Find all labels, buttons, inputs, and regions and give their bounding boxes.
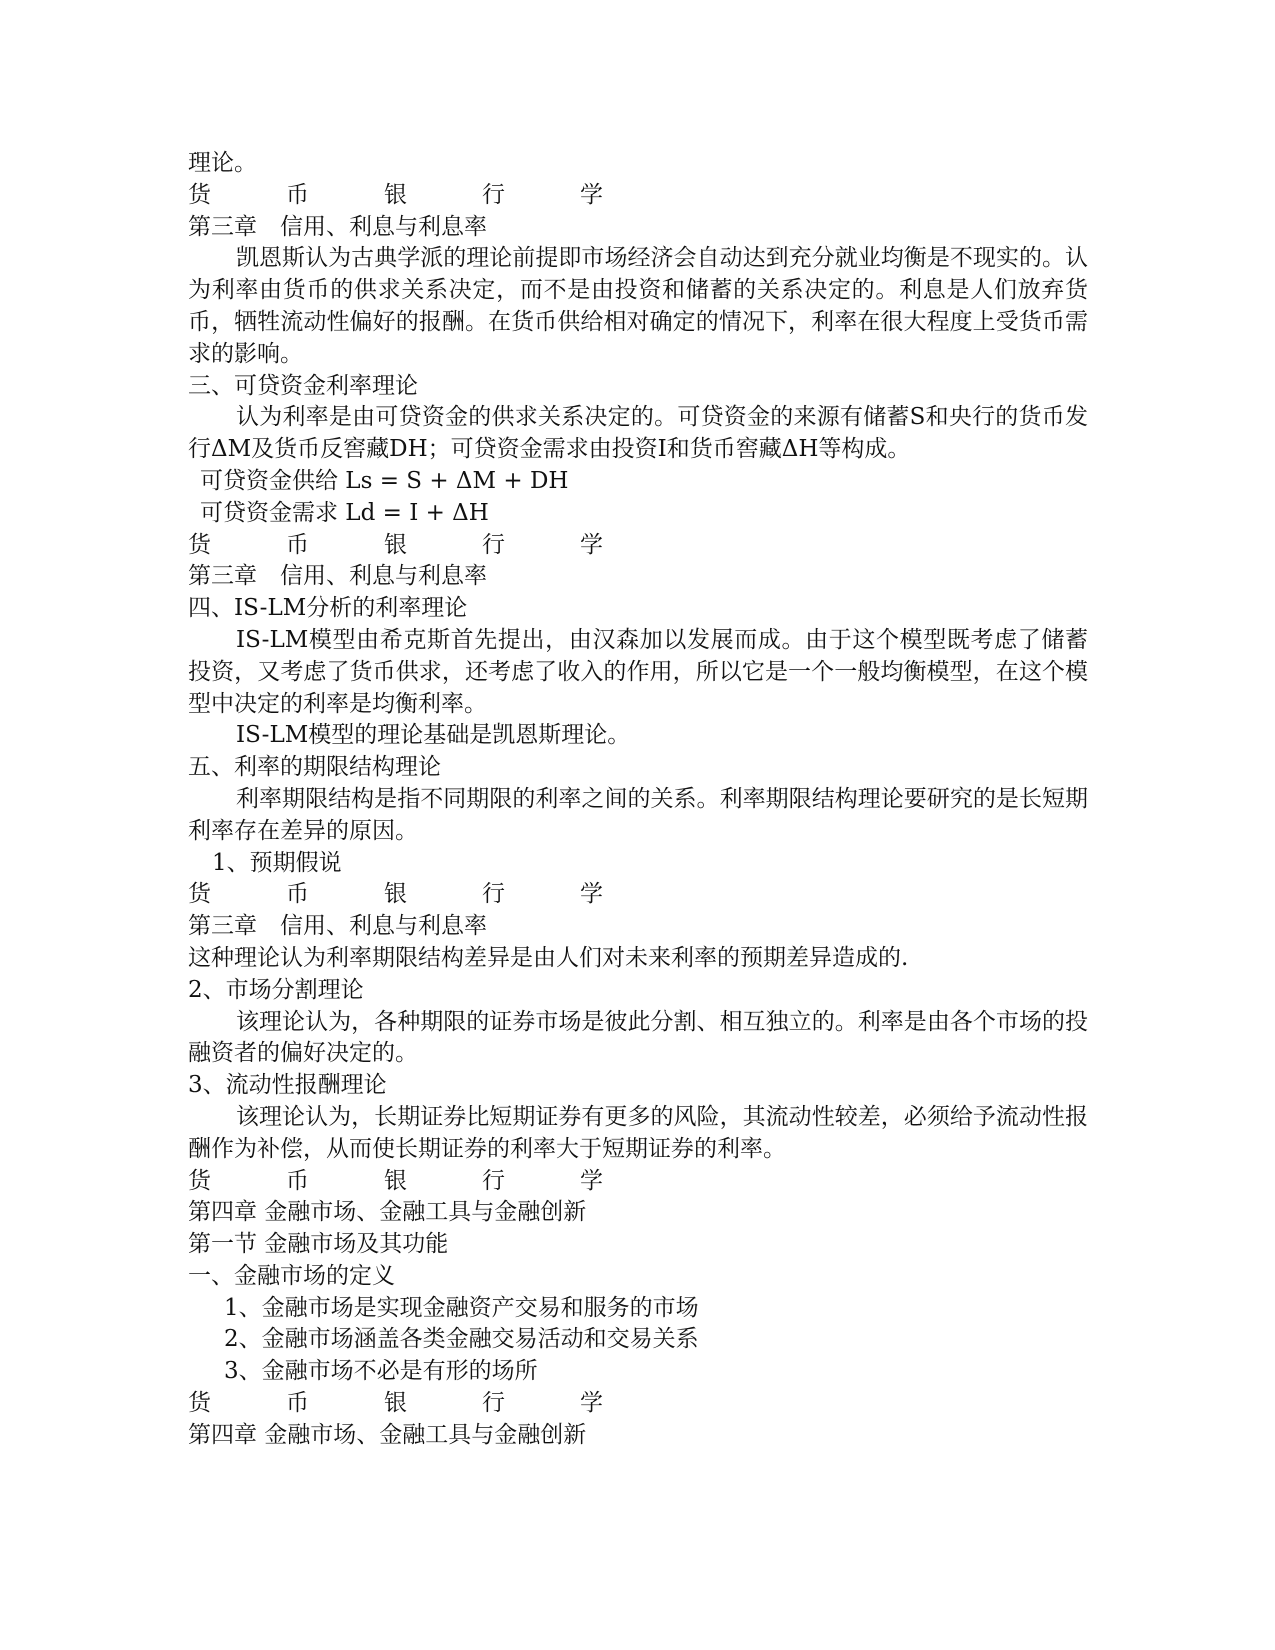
section-heading: 三、可贷资金利率理论 [188, 372, 418, 399]
list-item: 2、金融市场涵盖各类金融交易活动和交易关系 [224, 1326, 699, 1353]
equation-demand: 可贷资金需求 Ld = I + ΔH [200, 499, 489, 526]
text-line: 理论。 [188, 150, 257, 176]
subsection-heading: 3、流动性报酬理论 [188, 1072, 387, 1099]
list-item: 3、金融市场不必是有形的场所 [224, 1358, 538, 1385]
chapter-title: 第三章 信用、利息与利息率 [188, 213, 487, 240]
paragraph: 凯恩斯认为古典学派的理论前提即市场经济会自动达到充分就业均衡是不现实的。认为利率由货币的供求关系决定，而不是由投资和储蓄的关系决定的。利息是人们放弃货币，牺牲流动性偏好的报酬。在货币供给相对确定的情况下，利率在很大程度上受货币需求的影响。 [188, 245, 1088, 367]
text-line: 这种理论认为利率期限结构差异是由人们对未来利率的预期差异造成的. [188, 944, 909, 971]
paragraph: 该理论认为，长期证券比短期证券有更多的风险，其流动性较差，必须给予流动性报酬作为补偿，从而使长期证券的利率大于短期证券的利率。 [188, 1103, 1088, 1162]
paragraph: 利率期限结构是指不同期限的利率之间的关系。利率期限结构理论要研究的是长短期利率存在差异的原因。 [188, 785, 1088, 844]
section-heading: 四、IS-LM分析的利率理论 [188, 595, 468, 622]
chapter-title: 第四章 金融市场、金融工具与金融创新 [188, 1421, 587, 1448]
subsection-heading: 1、预期假说 [212, 849, 342, 876]
chapter-title: 第三章 信用、利息与利息率 [188, 913, 487, 940]
course-header: 货 币 银 行 学 [188, 181, 603, 208]
course-header: 货 币 银 行 学 [188, 531, 603, 558]
equation-supply: 可贷资金供给 Ls = S + ΔM + DH [200, 467, 569, 494]
course-header: 货 币 银 行 学 [188, 1390, 603, 1417]
list-item: 1、金融市场是实现金融资产交易和服务的市场 [224, 1294, 699, 1321]
course-header: 货 币 银 行 学 [188, 1167, 603, 1194]
paragraph: IS-LM模型由希克斯首先提出，由汉森加以发展而成。由于这个模型既考虑了储蓄投资，又考虑了货币供求，还考虑了收入的作用，所以它是一个一般均衡模型，在这个模型中决定的利率是均衡利率。 [188, 626, 1088, 717]
section-heading: 五、利率的期限结构理论 [188, 754, 441, 781]
paragraph: IS-LM模型的理论基础是凯恩斯理论。 [236, 722, 631, 749]
chapter-title: 第四章 金融市场、金融工具与金融创新 [188, 1199, 587, 1226]
document-body [188, 148, 1088, 1452]
subsection-heading: 2、市场分割理论 [188, 976, 364, 1003]
section-heading: 一、金融市场的定义 [188, 1262, 395, 1289]
chapter-title: 第三章 信用、利息与利息率 [188, 563, 487, 590]
paragraph: 认为利率是由可贷资金的供求关系决定的。可贷资金的来源有储蓄S和央行的货币发行ΔM及货币反窖藏DH；可贷资金需求由投资I和货币窖藏ΔH等构成。 [188, 404, 1088, 463]
section-title: 第一节 金融市场及其功能 [188, 1231, 449, 1258]
paragraph: 该理论认为，各种期限的证券市场是彼此分割、相互独立的。利率是由各个市场的投融资者的偏好决定的。 [188, 1008, 1088, 1067]
course-header: 货 币 银 行 学 [188, 881, 603, 908]
